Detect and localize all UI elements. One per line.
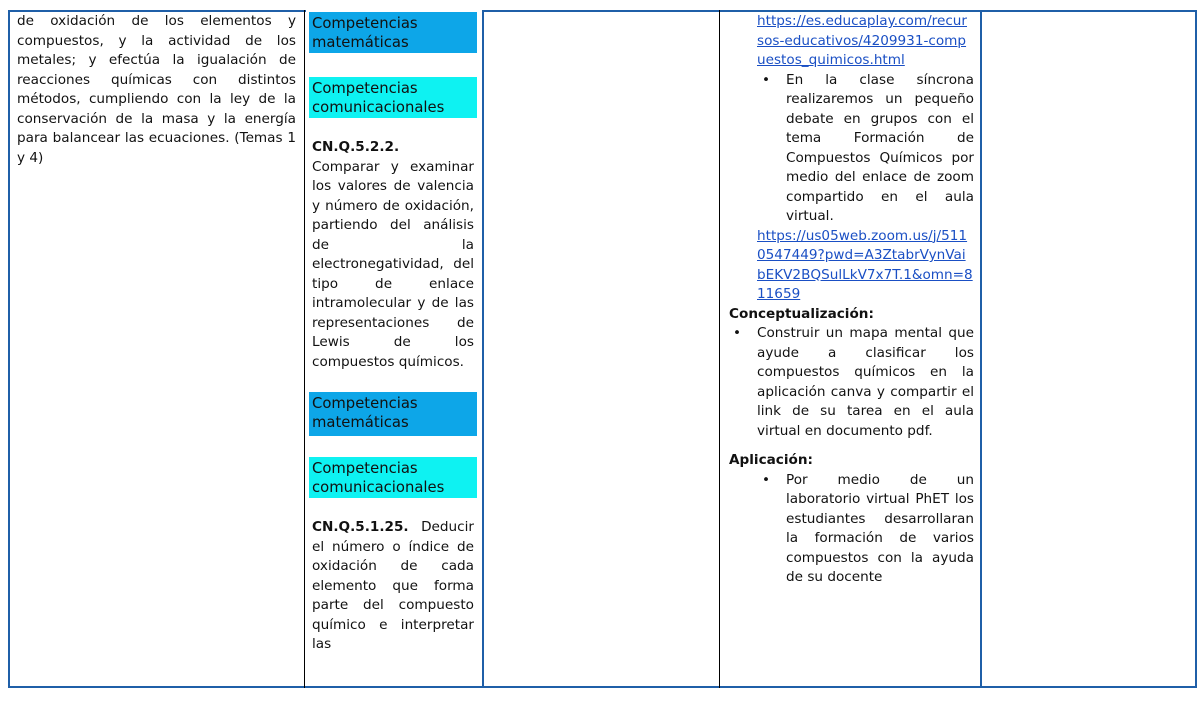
communication-competency-band: Competencias comunicacionales [309,457,477,498]
column-divider [482,10,484,688]
criterion-text: Comparar y examinar los valores de valencia y número de oxidación, partiendo del análisis de la electronegatividad, del tipo de enlace intramolecular y de las representaciones de Lewis de los compuestos químicos. [312,158,474,370]
bullet-list [757,71,974,227]
aplicacion-heading: Aplicación: [729,452,813,468]
educaplay-link[interactable]: https://es.educaplay.com/recursos-educativos/4209931-compuestos_quimicos.html [757,13,968,68]
zoom-link[interactable]: https://us05web.zoom.us/j/5110547449?pwd=A3ZtabrVynVaibEKV2BQSulLkV7x7T.1&omn=811659 [757,227,973,302]
bullet-text: Por medio de un laboratorio virtual PhET los estudiantes desarrollaran la formación de varios compuestos con la ayuda de su docente [786,471,974,585]
bullet-icon: • [733,325,742,341]
criterion-text: Deducir el número o índice de oxidación de cada elemento que forma parte del compuesto químico e interpretar las [312,519,474,652]
criterion-code: CN.Q.5.2.2. [312,139,400,155]
column-empty [984,12,1194,686]
column-empty [486,12,716,686]
math-competency-band: Competencias matemáticas [309,392,477,436]
criterion-code: CN.Q.5.1.25. [312,519,409,535]
column-learning-outcome [17,12,296,168]
criterion-block [309,498,477,655]
list-item [733,324,974,441]
bullet-icon: • [762,71,771,88]
list-item [762,471,974,588]
conceptualizacion-heading: Conceptualización: [729,305,874,322]
column-activities [729,12,974,588]
math-competency-band: Competencias matemáticas [309,12,477,53]
communication-competency-band: Competencias comunicacionales [309,77,477,118]
bullet-text: En la clase síncrona realizaremos un pequeño debate en grupos con el tema Formación de Compuestos Químicos por medio del enlace de zoom compartido en el aula virtual. [786,71,974,224]
column-divider [980,10,982,688]
column-divider [304,10,305,688]
outcome-text: de oxidación de los elementos y compuestos, y la actividad de los metales; y efectúa la igualación de reacciones químicas con distintos métodos, cumpliendo con la ley de la conservación de la masa y la energía para balancear las ecuaciones. (Temas 1 y 4) [17,13,296,166]
criterion-block [309,118,477,372]
bullet-text: Construir un mapa mental que ayude a clasificar los compuestos químicos en la aplicación canva y compartir el link de su tarea en el aula virtual en documento pdf. [757,325,974,439]
bullet-list [729,471,974,588]
bullet-icon: • [762,471,771,488]
column-divider [719,10,720,688]
list-item [762,71,974,227]
activity-block [757,12,974,305]
bullet-list [729,324,974,441]
column-competencies [309,12,477,655]
